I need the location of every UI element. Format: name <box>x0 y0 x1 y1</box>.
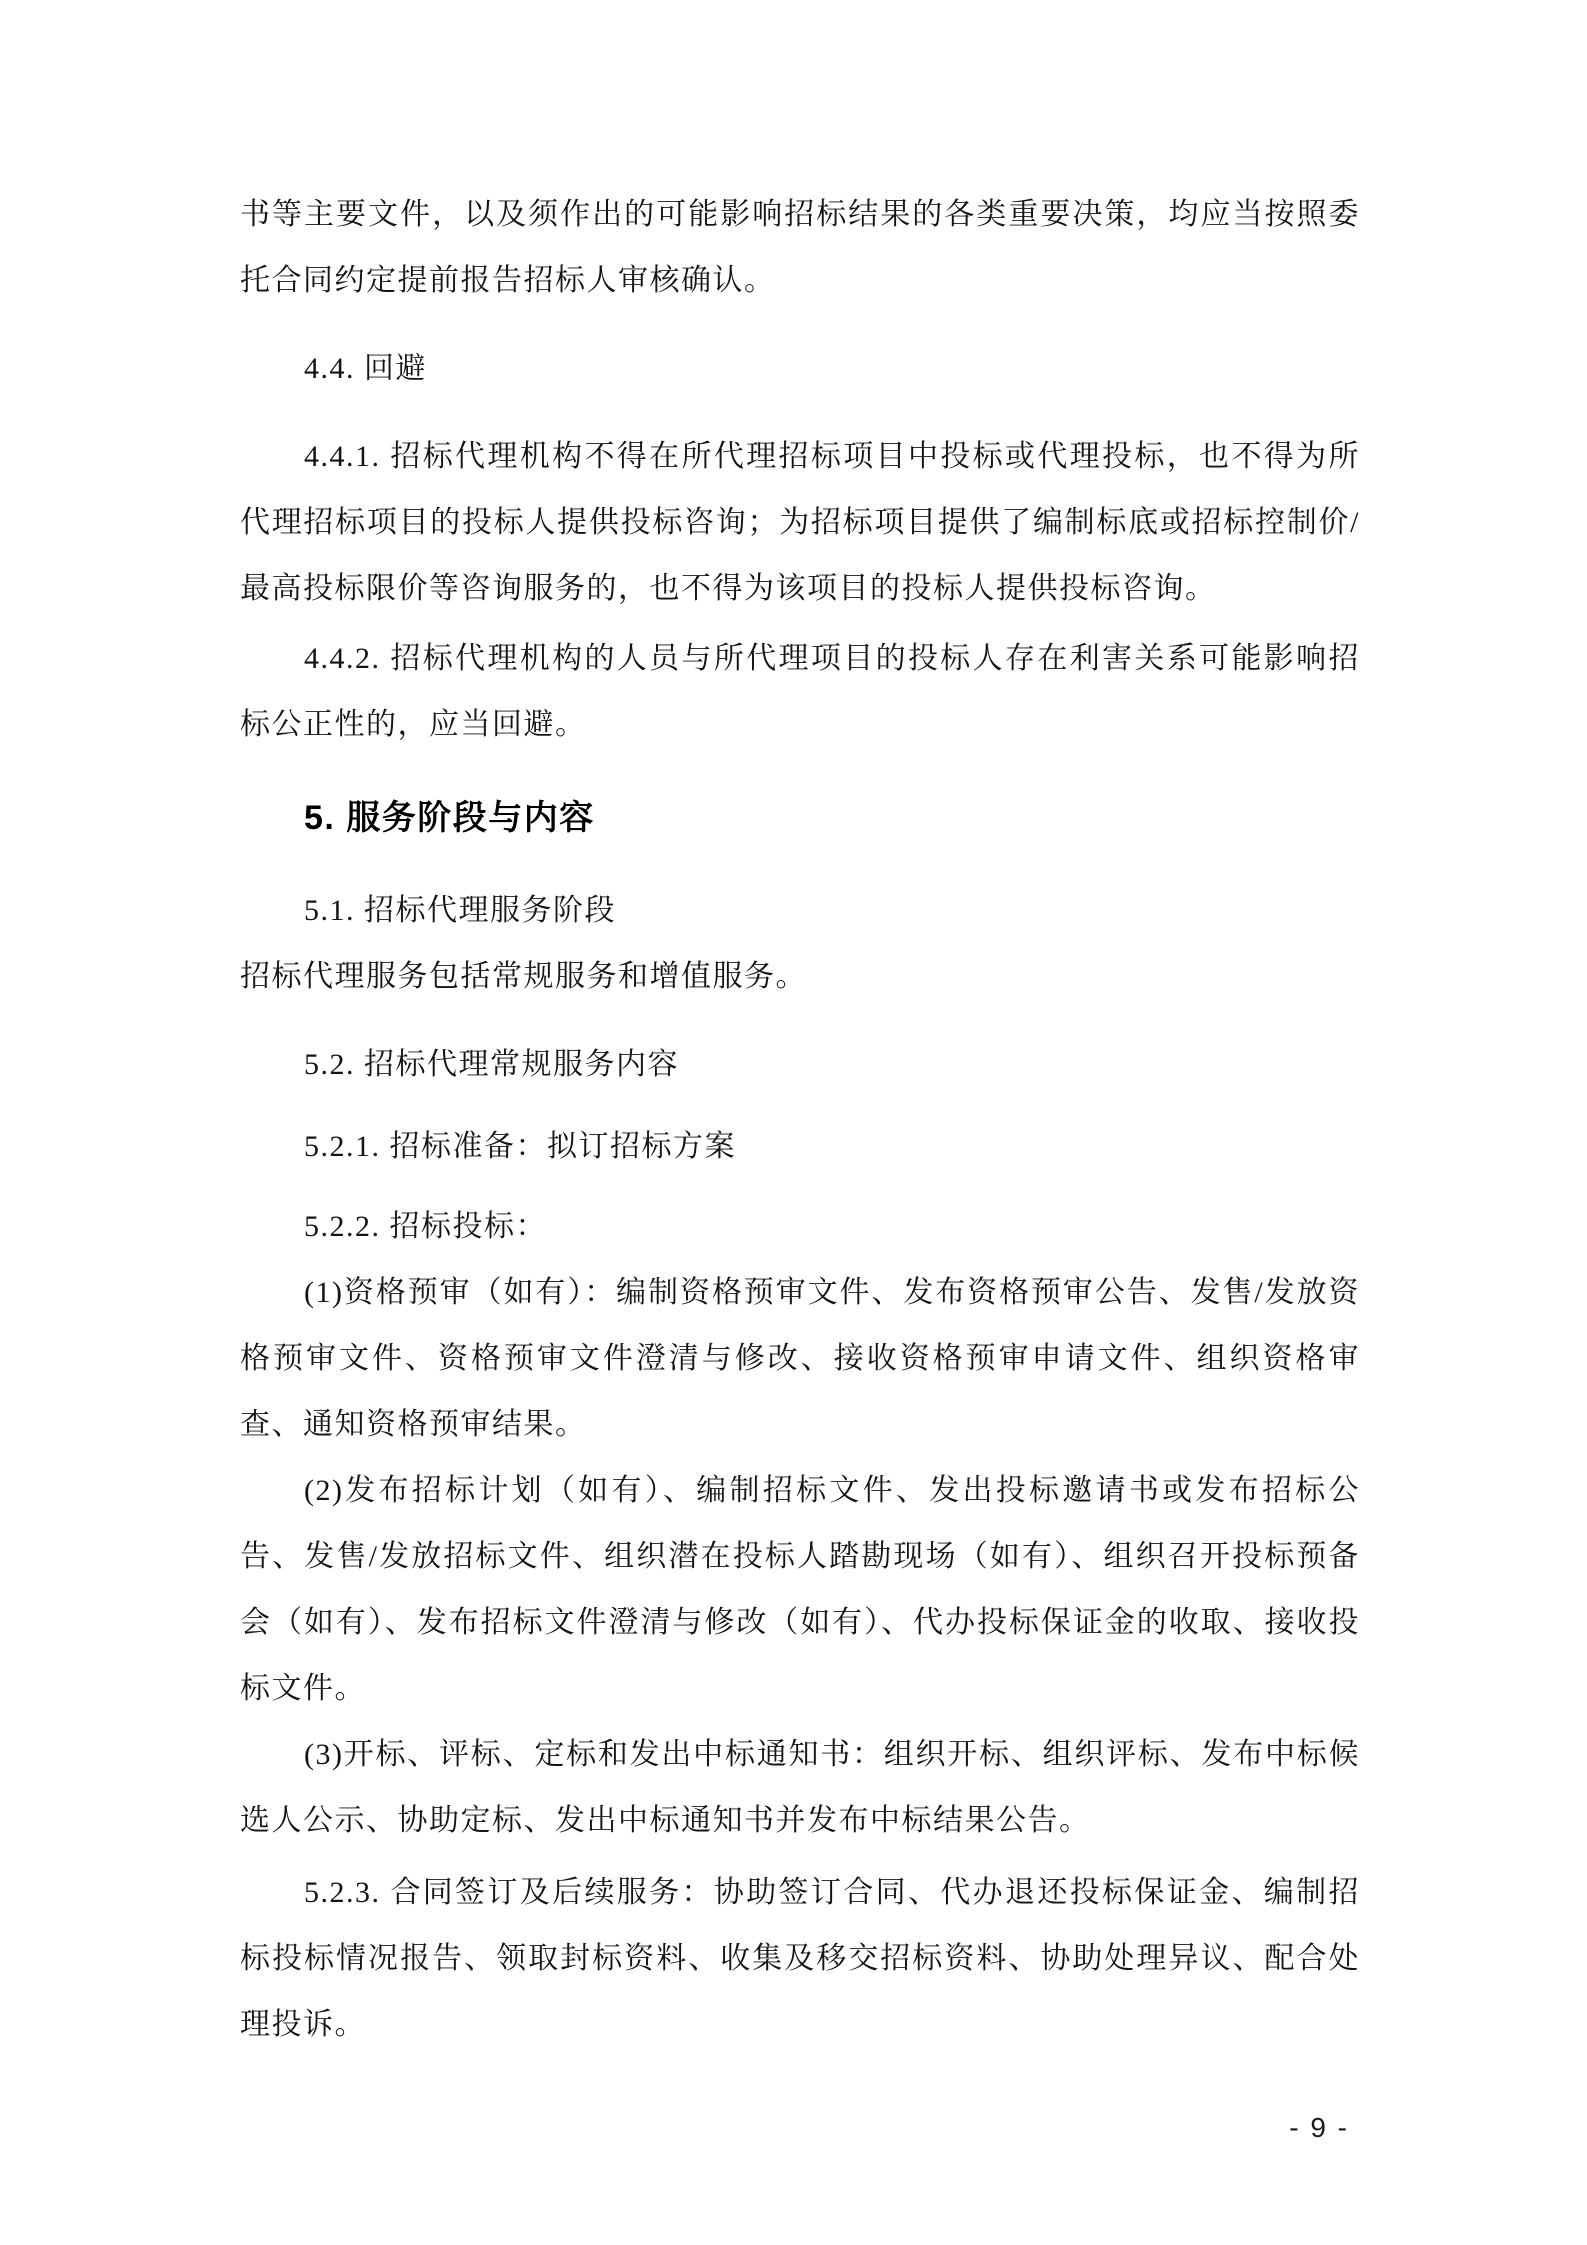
paragraph-5-1-body: 招标代理服务包括常规服务和增值服务。 <box>240 960 807 993</box>
heading-5-2: 5.2. 招标代理常规服务内容 <box>304 1048 679 1081</box>
page-number: - 9 - <box>1289 2112 1349 2143</box>
heading-4-4-recusal: 4.4. 回避 <box>304 352 427 385</box>
list-item-2-tender-issuance: (2)发布招标计划（如有）、编制招标文件、发出投标邀请书或发布招标公告、发售/发放招标文件、组织潜在投标人踏勘现场（如有）、组织召开投标预备会（如有）、发布招标文件澄清与修改（如有）、代办投标保证金的收取、接收投标文件。 <box>240 1474 1360 1705</box>
paragraph-continuation: 书等主要文件，以及须作出的可能影响招标结果的各类重要决策，均应当按照委托合同约定提前报告招标人审核确认。 <box>240 198 1360 297</box>
clause-4-4-1: 4.4.1. 招标代理机构不得在所代理招标项目中投标或代理投标，也不得为所代理招标项目的投标人提供投标咨询；为招标项目提供了编制标底或招标控制价/最高投标限价等咨询服务的，也不得为该项目的投标人提供投标咨询。 <box>240 440 1360 605</box>
clause-5-2-3: 5.2.3. 合同签订及后续服务：协助签订合同、代办退还投标保证金、编制招标投标情况报告、领取封标资料、收集及移交招标资料、协助处理异议、配合处理投诉。 <box>240 1876 1360 2041</box>
document-content <box>240 182 1360 2058</box>
heading-5-1: 5.1. 招标代理服务阶段 <box>304 894 616 927</box>
clause-4-4-2: 4.4.2. 招标代理机构的人员与所代理项目的投标人存在利害关系可能影响招标公正性的，应当回避。 <box>240 642 1360 741</box>
list-item-1-prequalification: (1)资格预审（如有）：编制资格预审文件、发布资格预审公告、发售/发放资格预审文件、资格预审文件澄清与修改、接收资格预审申请文件、组织资格审查、通知资格预审结果。 <box>240 1276 1360 1441</box>
list-item-3-bid-opening: (3)开标、评标、定标和发出中标通知书：组织开标、组织评标、发布中标候选人公示、协助定标、发出中标通知书并发布中标结果公告。 <box>240 1738 1360 1837</box>
heading-5-service-stages: 5. 服务阶段与内容 <box>304 799 595 837</box>
clause-5-2-1: 5.2.1. 招标准备：拟订招标方案 <box>304 1130 736 1163</box>
clause-5-2-2: 5.2.2. 招标投标： <box>304 1210 547 1243</box>
